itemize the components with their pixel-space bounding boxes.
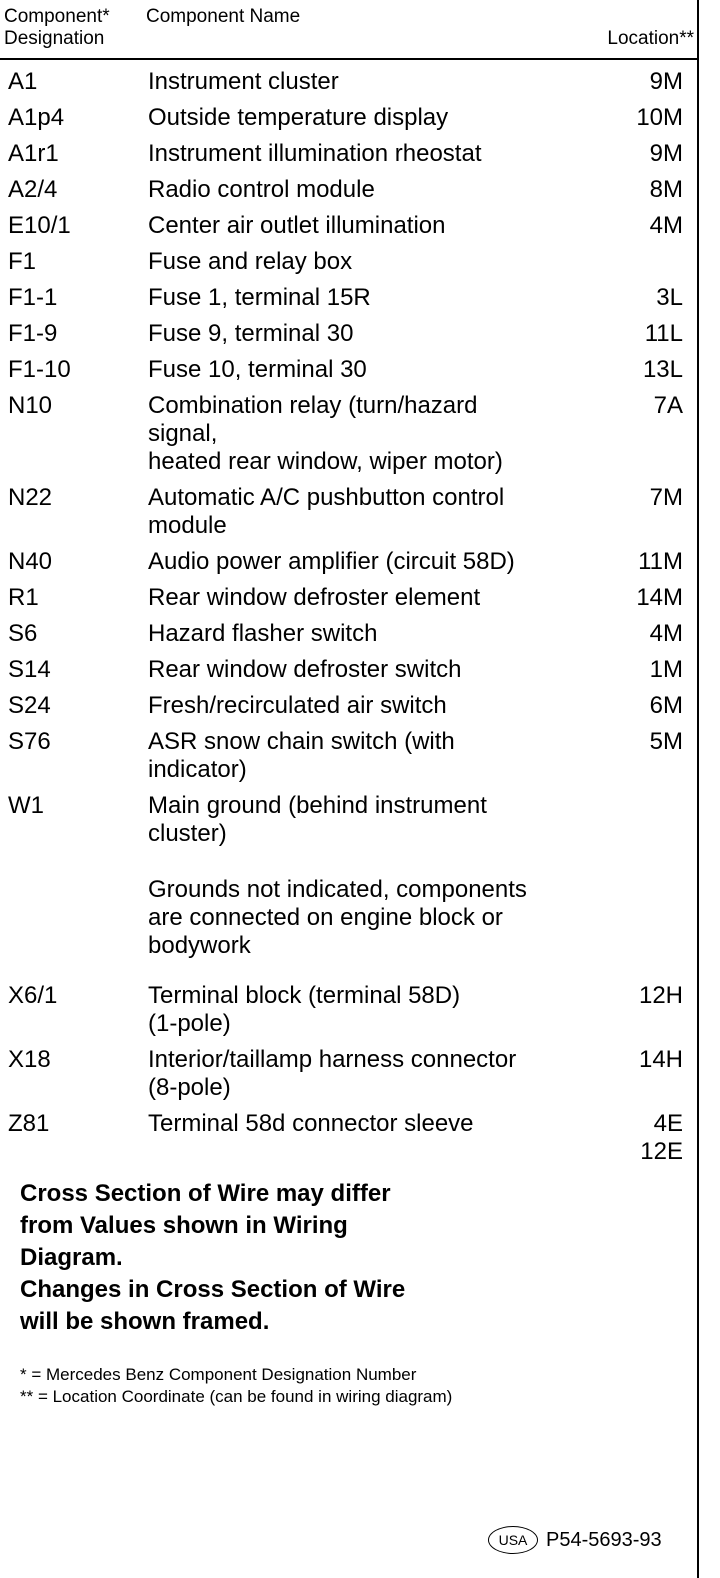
cell-location: 10M (636, 104, 683, 131)
table-row (0, 176, 695, 204)
note-line: will be shown framed. (20, 1308, 270, 1335)
cell-location: 4M (649, 212, 683, 239)
cell-location: 7M (649, 484, 683, 511)
note-line: Diagram. (20, 1244, 123, 1271)
document-id-area (0, 1522, 695, 1562)
header-name: Component Name (146, 6, 301, 27)
cell-designation: S24 (8, 692, 51, 719)
table-row (0, 656, 695, 684)
right-border-rule (697, 0, 699, 1578)
table-row (0, 1046, 695, 1102)
cell-name: Center air outlet illumination (148, 212, 446, 239)
cell-location: 8M (649, 176, 683, 203)
table-row (0, 392, 695, 476)
cell-designation: N22 (8, 484, 53, 511)
table-row (0, 1110, 695, 1166)
note-line: Changes in Cross Section of Wire (20, 1276, 406, 1303)
document-number: P54-5693-93 (546, 1529, 662, 1551)
table-row (0, 548, 695, 576)
header-location: Location** (607, 28, 694, 49)
cell-location: 4E 12E (640, 1110, 683, 1165)
cell-name: Interior/taillamp harness connector (8-pole) (148, 1046, 517, 1101)
cell-name: ASR snow chain switch (with indicator) (148, 728, 455, 783)
cell-designation: A1 (8, 68, 38, 95)
component-table (0, 68, 695, 1174)
footnote: ** = Location Coordinate (can be found in wiring diagram) (20, 1387, 453, 1406)
cell-designation: X6/1 (8, 982, 58, 1009)
table-row (0, 692, 695, 720)
cell-name: Fuse and relay box (148, 248, 353, 275)
cell-name: Fuse 9, terminal 30 (148, 320, 354, 347)
cell-location: 1M (649, 656, 683, 683)
table-row (0, 212, 695, 240)
cell-designation: S76 (8, 728, 51, 755)
cell-name: Fuse 1, terminal 15R (148, 284, 371, 311)
table-row (0, 584, 695, 612)
cell-designation: F1-10 (8, 356, 71, 383)
cell-location: 9M (649, 140, 683, 167)
table-row (0, 484, 695, 540)
cell-name: Main ground (behind instrument cluster) Grounds not indicated, components are connected on engine block or bodywork (148, 792, 527, 959)
cell-location: 11M (638, 548, 683, 575)
table-row (0, 248, 695, 276)
cell-name: Outside temperature display (148, 104, 449, 131)
cell-name: Automatic A/C pushbutton control module (148, 484, 505, 539)
cell-designation: E10/1 (8, 212, 71, 239)
cell-name: Fuse 10, terminal 30 (148, 356, 367, 383)
cell-location: 9M (649, 68, 683, 95)
cell-designation: X18 (8, 1046, 51, 1073)
cell-designation: R1 (8, 584, 39, 611)
cell-designation: F1-9 (8, 320, 58, 347)
table-row (0, 320, 695, 348)
note-line: Cross Section of Wire may differ (20, 1180, 391, 1207)
table-row (0, 792, 695, 960)
table-row (0, 68, 695, 96)
cell-designation: F1-1 (8, 284, 58, 311)
table-row (0, 982, 695, 1038)
wire-section-note (20, 1178, 680, 1338)
cell-designation: A2/4 (8, 176, 58, 203)
footnotes (20, 1364, 680, 1408)
cell-location: 4M (649, 620, 683, 647)
cell-location: 13L (642, 356, 683, 383)
cell-designation: S6 (8, 620, 38, 647)
cell-designation: Z81 (8, 1110, 50, 1137)
cell-name: Hazard flasher switch (148, 620, 378, 647)
table-row (0, 104, 695, 132)
cell-designation: N40 (8, 548, 53, 575)
cell-location: 12H (638, 982, 683, 1009)
cell-location: 3L (656, 284, 683, 311)
cell-name: Audio power amplifier (circuit 58D) (148, 548, 515, 575)
cell-location (600, 248, 695, 276)
table-row (0, 728, 695, 784)
cell-location (600, 792, 695, 960)
cell-name: Terminal block (terminal 58D) (1-pole) (148, 982, 461, 1037)
header-divider (0, 58, 698, 60)
cell-name: Radio control module (148, 176, 375, 203)
cell-location: 6M (649, 692, 683, 719)
cell-location: 14M (636, 584, 683, 611)
header-designation: Component* Designation (4, 6, 110, 49)
cell-designation: W1 (8, 792, 44, 819)
cell-name: Instrument cluster (148, 68, 339, 95)
cell-location: 7A (653, 392, 683, 419)
cell-name: Rear window defroster switch (148, 656, 462, 683)
cell-name: Instrument illumination rheostat (148, 140, 482, 167)
cell-name: Terminal 58d connector sleeve (148, 1110, 474, 1137)
usa-badge: USA (488, 1526, 538, 1554)
cell-name: Fresh/recirculated air switch (148, 692, 447, 719)
cell-designation: A1r1 (8, 140, 59, 167)
cell-location: 11L (644, 320, 683, 347)
cell-location: 5M (649, 728, 683, 755)
cell-location: 14H (638, 1046, 683, 1073)
table-row (0, 620, 695, 648)
table-row (0, 356, 695, 384)
footnote: * = Mercedes Benz Component Designation Number (20, 1365, 417, 1384)
cell-name: Rear window defroster element (148, 584, 481, 611)
cell-designation: A1p4 (8, 104, 65, 131)
cell-designation: F1 (8, 248, 37, 275)
note-line: from Values shown in Wiring (20, 1212, 348, 1239)
table-row (0, 140, 695, 168)
cell-name: Combination relay (turn/hazard signal, heated rear window, wiper motor) (148, 392, 503, 475)
table-row (0, 284, 695, 312)
cell-designation: N10 (8, 392, 53, 419)
cell-designation: S14 (8, 656, 51, 683)
